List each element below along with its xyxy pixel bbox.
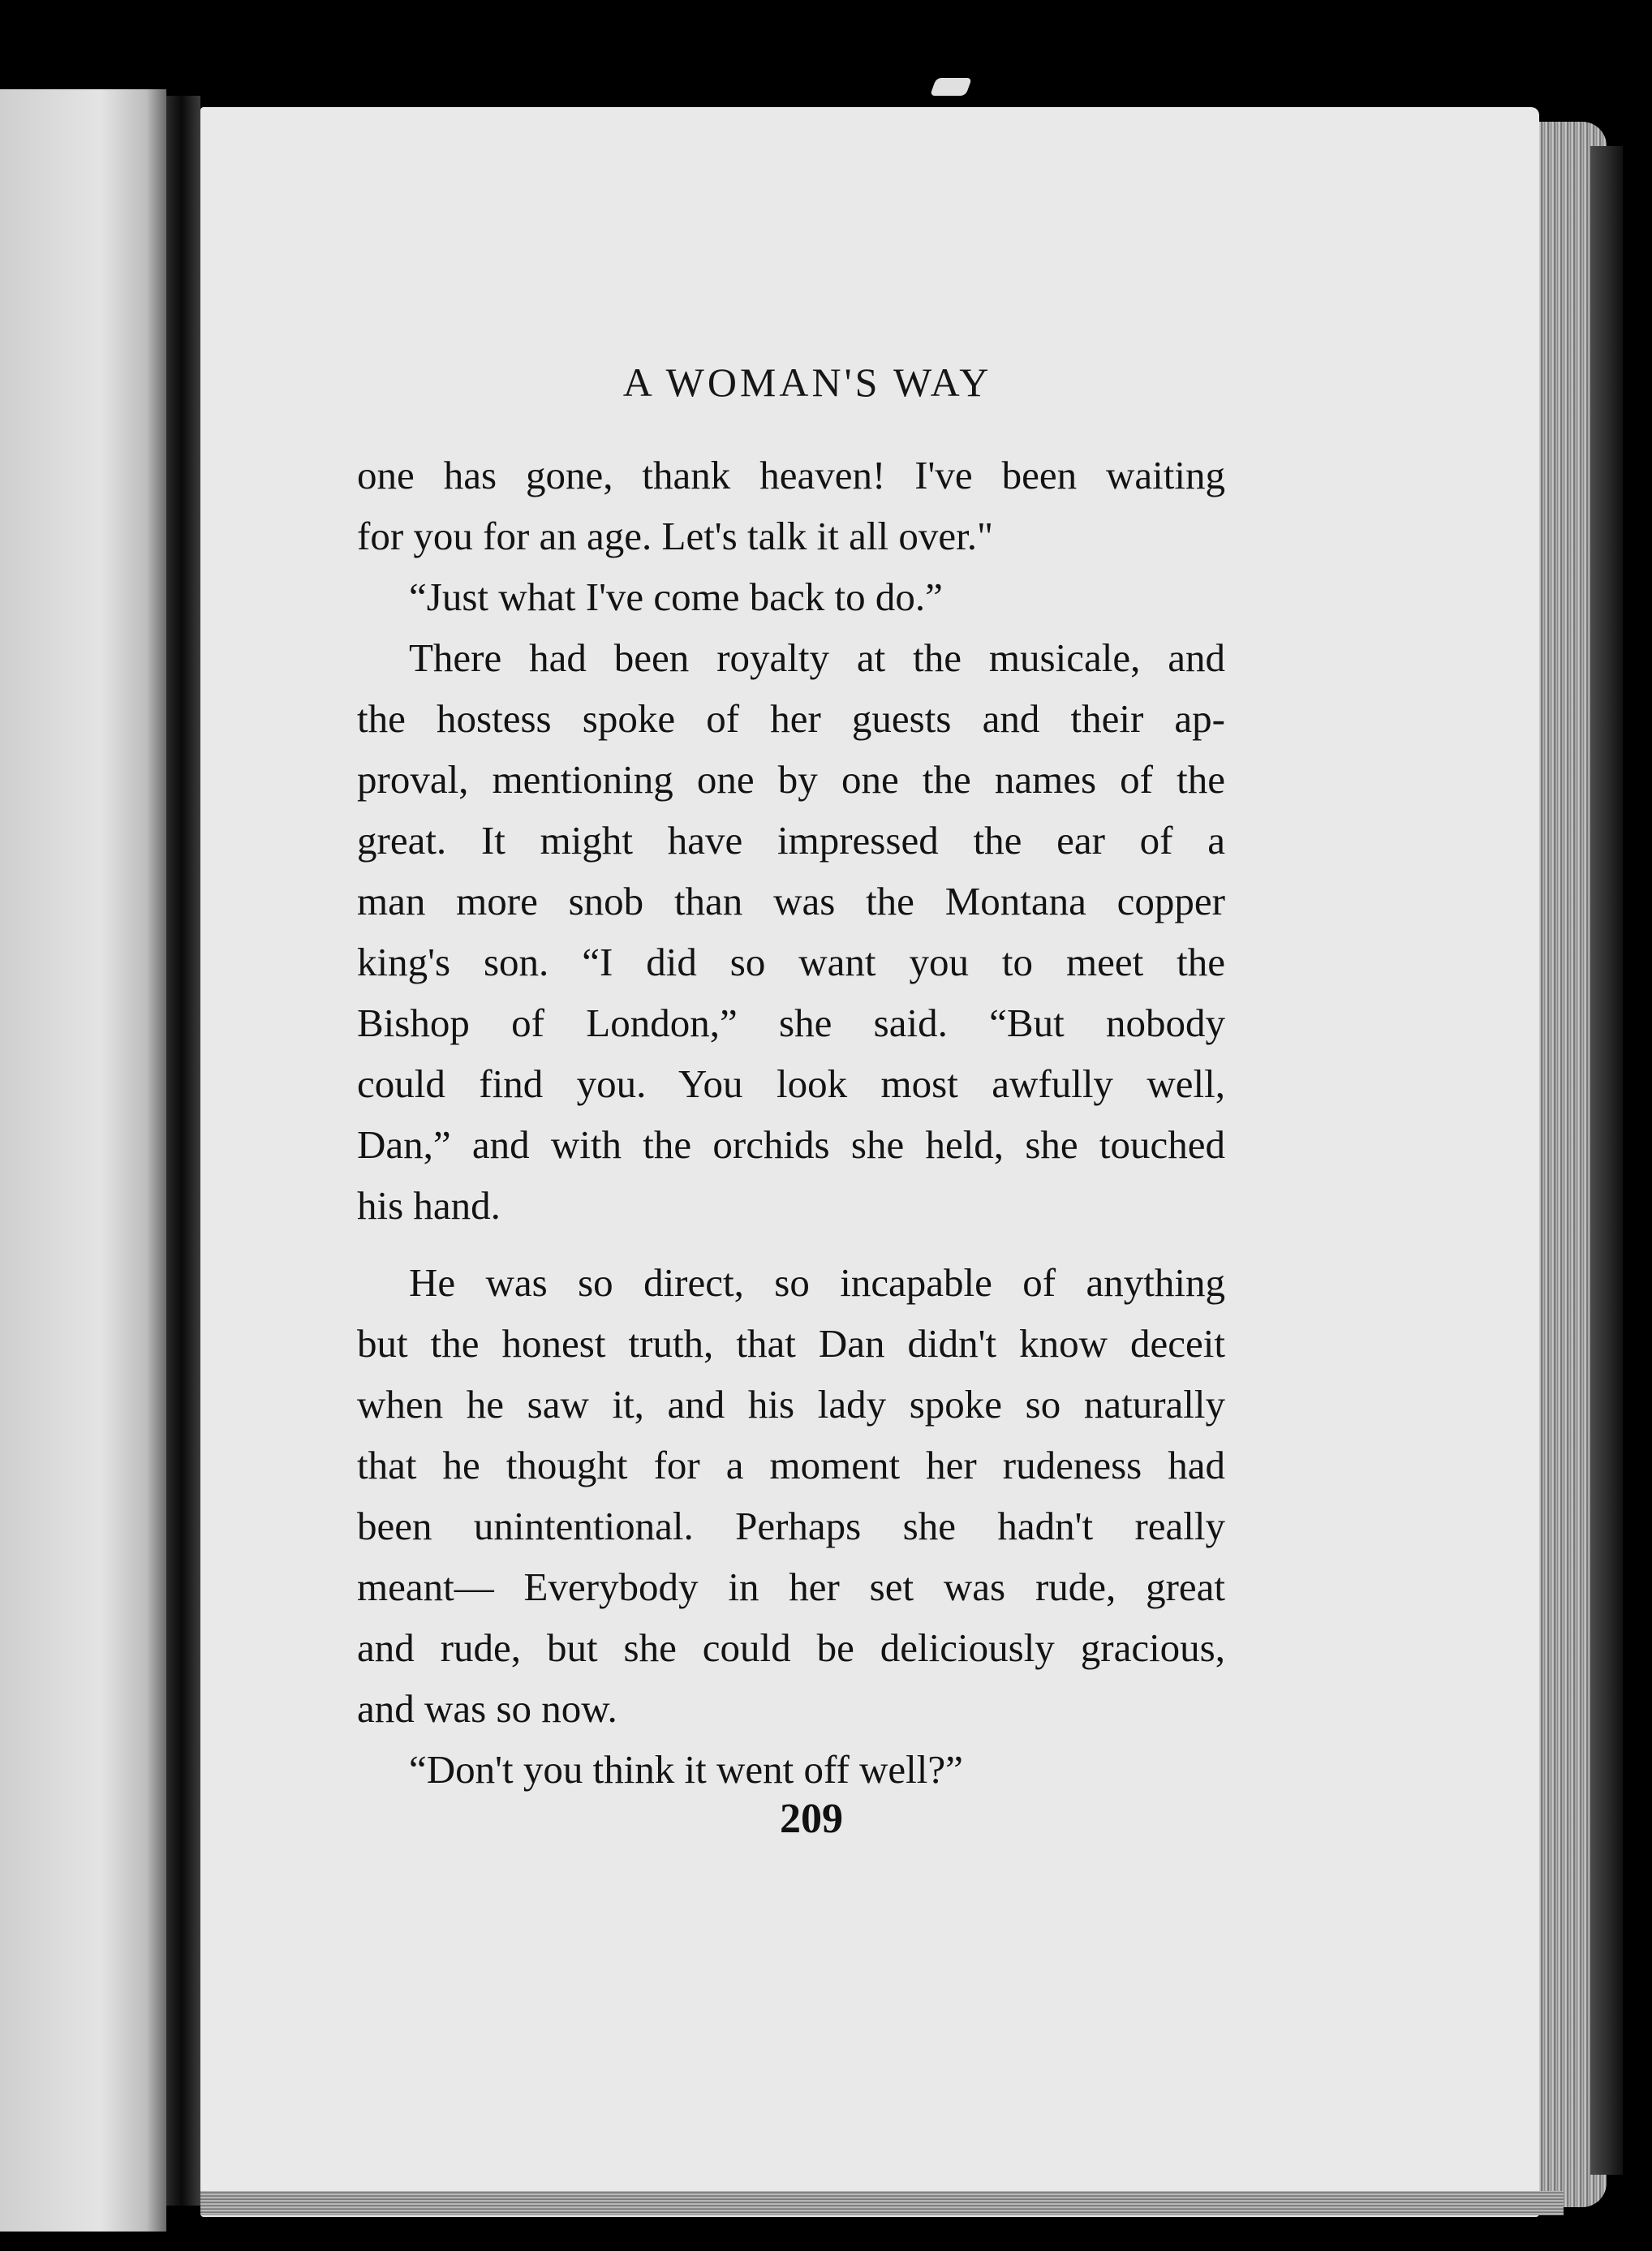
text-line: been unintentional. Perhaps she hadn't really [357, 1504, 1225, 1548]
text-line: Dan,” and with the orchids she held, she touched [357, 1122, 1225, 1167]
text-line: meant— Everybody in her set was rude, great [357, 1565, 1225, 1609]
text-line: man more snob than was the Montana copper [357, 879, 1225, 923]
text-line: proval, mentioning one by one the names of the [357, 757, 1225, 802]
text-line: that he thought for a moment her rudeness had [357, 1443, 1225, 1487]
book-gutter [166, 96, 200, 2206]
page-edge-shadow [1590, 146, 1623, 2175]
text-line: king's son. “I did so want you to meet the [357, 940, 1225, 984]
text-line: and rude, but she could be deliciously gracious, [357, 1625, 1225, 1670]
bottom-page-edge [200, 2191, 1564, 2215]
paragraph-gap [357, 1236, 1225, 1252]
text-line: “Don't you think it went off well?” [409, 1747, 963, 1792]
text-line: and was so now. [357, 1686, 617, 1731]
running-head: A WOMAN'S WAY [622, 359, 992, 405]
text-line: his hand. [357, 1183, 501, 1228]
text-line: Bishop of London,” she said. “But nobody [357, 1001, 1225, 1045]
text-line: when he saw it, and his lady spoke so naturally [357, 1382, 1225, 1427]
left-page-edge [0, 89, 166, 2232]
text-line: one has gone, thank heaven! I've been waiting [357, 453, 1225, 497]
text-line: the hostess spoke of her guests and their ap- [357, 696, 1225, 741]
body-text [357, 445, 1225, 1800]
top-mark [930, 78, 972, 96]
text-line: could find you. You look most awfully well, [357, 1061, 1225, 1106]
text-line: for you for an age. Let's talk it all over." [357, 514, 993, 558]
text-line: great. It might have impressed the ear of a [357, 818, 1225, 863]
text-line: There had been royalty at the musicale, and [409, 635, 1225, 680]
page-number: 209 [780, 1796, 843, 1842]
text-line: He was so direct, so incapable of anything [409, 1260, 1225, 1305]
text-line: but the honest truth, that Dan didn't know deceit [357, 1321, 1225, 1366]
text-line: “Just what I've come back to do.” [409, 575, 943, 619]
